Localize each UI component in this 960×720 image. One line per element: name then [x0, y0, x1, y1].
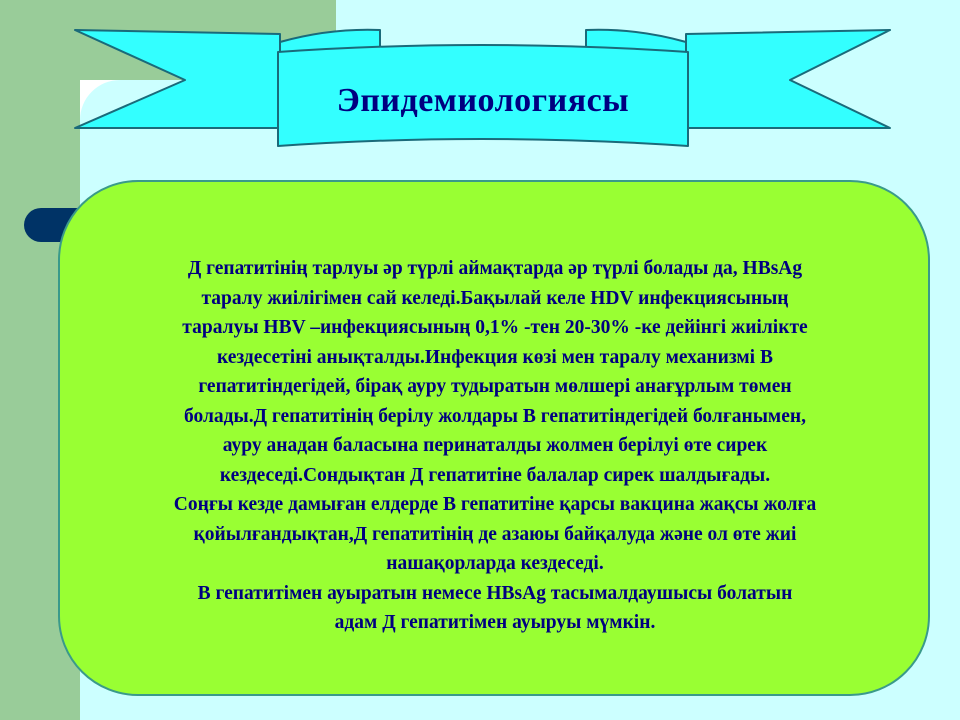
body-line: болады.Д гепатитінің берілу жолдары В гепатитіндегідей болғанымен, — [184, 405, 806, 427]
ribbon-left-tail — [75, 30, 280, 128]
ribbon-right-tail — [686, 30, 890, 128]
body-line: адам Д гепатитімен ауыруы мүмкін. — [334, 612, 656, 633]
body-line: Д гепатитінің тарлуы әр түрлі аймақтарда әр түрлі болады да, HBsAg — [187, 258, 803, 279]
body-line: гепатитіндегідей, бірақ ауру тудыратын мөлшері анағұрлым төмен — [198, 376, 792, 397]
body-text — [90, 254, 900, 638]
body-line: таралу жиілігімен сай келеді.Бақылай келе HDV инфекциясының — [201, 287, 789, 309]
body-line: таралуы HBV –инфекциясының 0,1% -тен 20-30% -ке дейінгі жиілікте — [182, 317, 808, 338]
body-line: ауру анадан баласына перинаталды жолмен берілуі өте сирек — [222, 435, 768, 456]
body-line: Соңғы кезде дамыған елдерде В гепатитіне қарсы вакцина жақсы жолға — [173, 494, 817, 515]
page-title: Эпидемиологиясы — [336, 82, 630, 119]
title-ribbon-banner — [0, 0, 960, 160]
body-line: қойылғандықтан,Д гепатитінің де азаюы байқалуда және ол өте жиі — [193, 523, 797, 545]
body-line: кездесетіні анықталды.Инфекция көзі мен таралу механизмі В — [217, 346, 773, 368]
body-line: кездеседі.Сондықтан Д гепатитіне балалар сирек шалдығады. — [219, 464, 771, 486]
body-line: В гепатитімен ауыратын немесе HBsAg тасымалдаушысы болатын — [197, 582, 793, 604]
body-line: нашақорларда кездеседі. — [386, 553, 604, 574]
